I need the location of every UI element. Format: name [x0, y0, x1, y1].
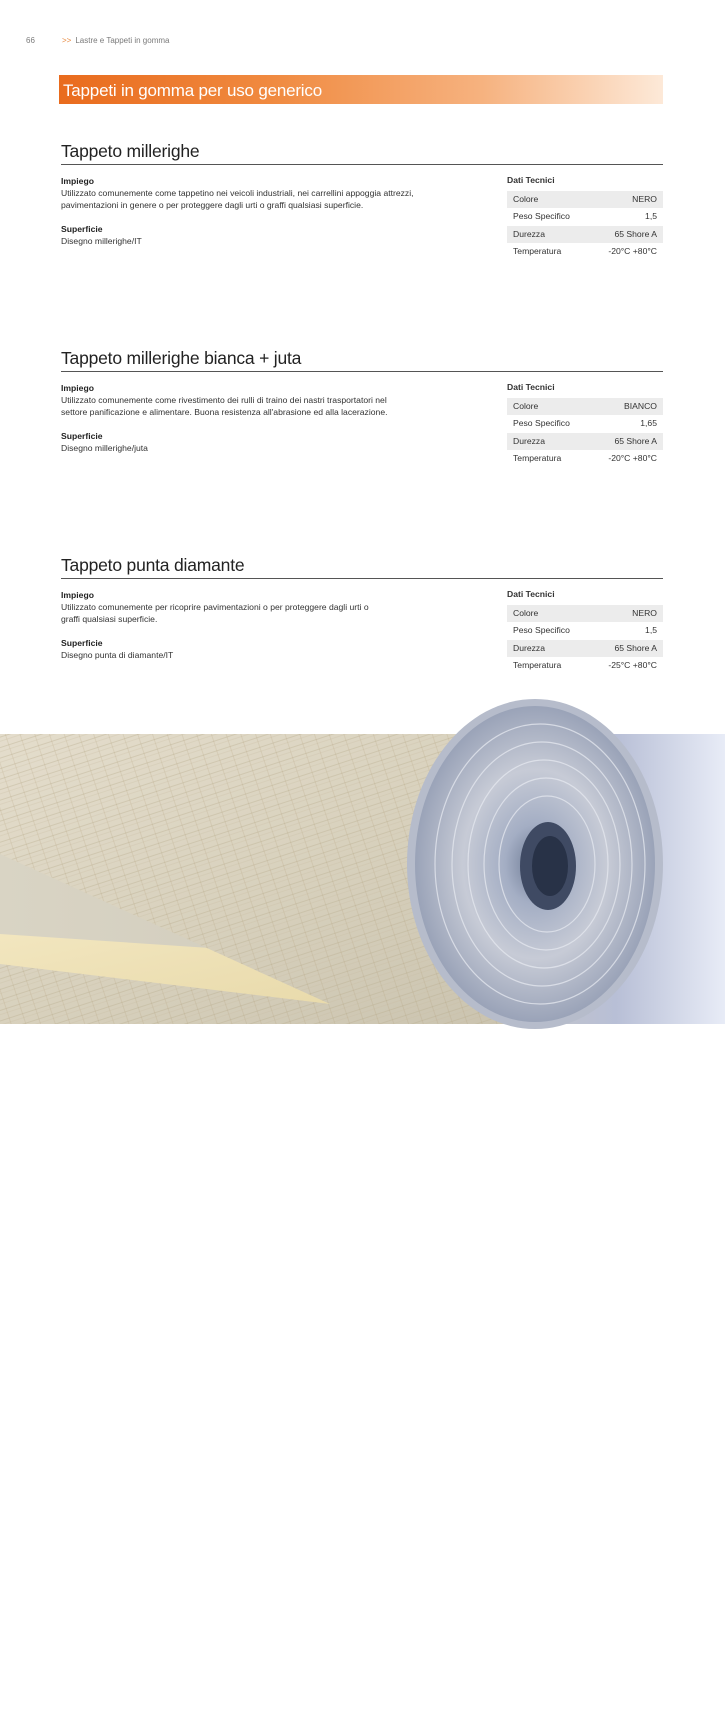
spec-label: Colore [513, 401, 539, 411]
superficie-label: Superficie [61, 431, 103, 441]
spec-row [507, 208, 663, 225]
impiego-label: Impiego [61, 590, 94, 600]
product-title: Tappeto millerighe bianca + juta [61, 348, 663, 372]
page-header [0, 36, 725, 50]
spec-value: 65 Shore A [614, 642, 657, 653]
impiego-label: Impiego [61, 383, 94, 393]
spec-value: -20°C +80°C [608, 246, 657, 257]
spec-row [507, 450, 663, 467]
product-title: Tappeto punta diamante [61, 555, 663, 579]
spec-row [507, 415, 663, 432]
spec-label: Colore [513, 194, 539, 204]
superficie-text: Disegno millerighe/juta [61, 443, 148, 453]
impiego-text-line: Utilizzato comunemente per ricoprire pavimentazioni o per proteggere dagli urti o [61, 602, 369, 612]
spec-row [507, 243, 663, 260]
spec-value: 65 Shore A [614, 435, 657, 446]
spec-value: -25°C +80°C [608, 660, 657, 671]
product-description [61, 589, 431, 661]
tech-specs-title: Dati Tecnici [507, 382, 555, 392]
superficie-text: Disegno millerighe/IT [61, 236, 142, 246]
spec-row [507, 398, 663, 415]
spec-row [507, 191, 663, 208]
superficie-text: Disegno punta di diamante/IT [61, 650, 174, 660]
spec-row [507, 433, 663, 450]
spec-label: Durezza [513, 435, 545, 446]
tech-specs-table [507, 382, 663, 468]
product-tappeto-punta-diamante [61, 555, 663, 685]
breadcrumb[interactable] [62, 36, 169, 45]
spec-row [507, 640, 663, 657]
spec-row [507, 605, 663, 622]
impiego-text-line: pavimentazioni in genere o per proteggere dagli urti o graffi qualsiasi superficie. [61, 200, 364, 210]
product-photo [0, 734, 725, 1724]
product-title: Tappeto millerighe [61, 141, 663, 165]
page-number: 66 [26, 36, 35, 45]
breadcrumb-arrows-icon: >> [62, 36, 72, 45]
tech-specs-table [507, 175, 663, 261]
spec-value: NERO [632, 608, 657, 618]
spec-label: Temperatura [513, 660, 562, 671]
rubber-roll-illustration [0, 734, 725, 1024]
section-title: Tappeti in gomma per uso generico [63, 81, 322, 100]
spec-row [507, 226, 663, 243]
spec-label: Temperatura [513, 246, 562, 257]
spec-label: Peso Specifico [513, 625, 570, 636]
superficie-label: Superficie [61, 638, 103, 648]
spec-label: Colore [513, 608, 539, 618]
impiego-text-line: graffi qualsiasi superficie. [61, 614, 158, 624]
tech-specs-table [507, 589, 663, 675]
section-banner [59, 75, 663, 104]
spec-value: 1,5 [645, 211, 657, 222]
spec-value: -20°C +80°C [608, 453, 657, 464]
impiego-text-line: Utilizzato comunemente come rivestimento dei rulli di traino dei nastri trasportatori nel [61, 395, 387, 405]
product-description [61, 175, 431, 247]
spec-value: 1,5 [645, 625, 657, 636]
spec-label: Durezza [513, 642, 545, 653]
photo-caption [62, 1715, 196, 1724]
spec-row [507, 657, 663, 674]
spec-label: Temperatura [513, 453, 562, 464]
spec-row [507, 622, 663, 639]
breadcrumb-text: Lastre e Tappeti in gomma [75, 36, 170, 45]
product-tappeto-millerighe [61, 141, 663, 271]
spec-value: 65 Shore A [614, 228, 657, 239]
superficie-label: Superficie [61, 224, 103, 234]
product-tappeto-millerighe-bianca-juta [61, 348, 663, 478]
tech-specs-title: Dati Tecnici [507, 175, 555, 185]
spec-label: Durezza [513, 228, 545, 239]
spec-value: NERO [632, 194, 657, 204]
spec-value: BIANCO [624, 401, 657, 411]
caption-arrows-icon: >> [62, 1715, 72, 1724]
spec-value: 1,65 [640, 418, 657, 429]
spec-label: Peso Specifico [513, 211, 570, 222]
spec-label: Peso Specifico [513, 418, 570, 429]
impiego-text-line: Utilizzato comunemente come tappetino nei veicoli industriali, nei carrellini appoggia attrezzi, [61, 188, 414, 198]
product-description [61, 382, 431, 454]
caption-text: Gomma millerighe bianca + juta [75, 1715, 197, 1724]
impiego-label: Impiego [61, 176, 94, 186]
impiego-text-line: settore panificazione e alimentare. Buona resistenza all'abrasione ed alla lacerazione. [61, 407, 388, 417]
tech-specs-title: Dati Tecnici [507, 589, 555, 599]
